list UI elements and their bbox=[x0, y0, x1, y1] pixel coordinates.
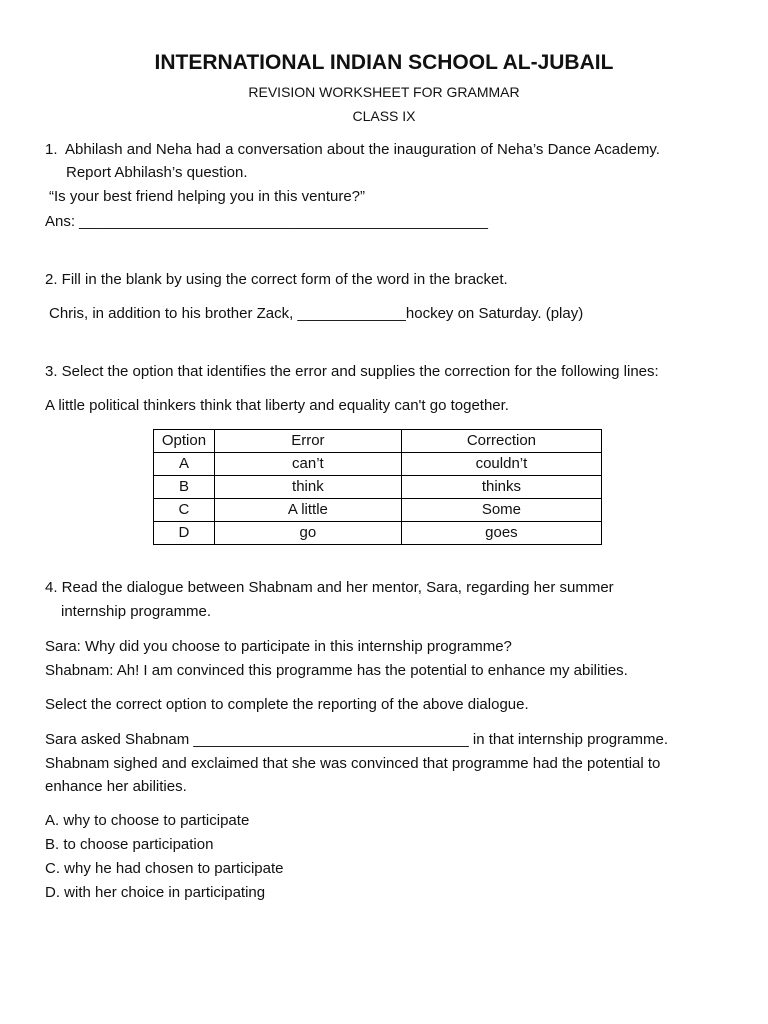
q4-line1: 4. Read the dialogue between Shabnam and her mentor, Sara, regarding her summer bbox=[45, 579, 614, 596]
table-cell: C bbox=[154, 499, 215, 522]
q4-option-c: C. why he had chosen to participate bbox=[45, 860, 284, 877]
table-header-cell: Error bbox=[214, 430, 401, 453]
q1-answer-line: Ans: _________________________________________________ bbox=[45, 213, 488, 230]
q2-prompt: 2. Fill in the blank by using the correct form of the word in the bracket. bbox=[45, 271, 508, 288]
q3-sentence: A little political thinkers think that liberty and equality can't go together. bbox=[45, 397, 509, 414]
table-cell: D bbox=[154, 522, 215, 545]
q4-report-line1: Sara asked Shabnam _________________________________ in that internship programme. bbox=[45, 731, 668, 748]
table-row bbox=[154, 453, 602, 476]
options-table bbox=[153, 429, 602, 545]
table-cell: can’t bbox=[214, 453, 401, 476]
table-row bbox=[154, 476, 602, 499]
table-row bbox=[154, 522, 602, 545]
q3-prompt: 3. Select the option that identifies the error and supplies the correction for the following lines: bbox=[45, 363, 659, 380]
table-header-row bbox=[154, 430, 602, 453]
q4-report-line3: enhance her abilities. bbox=[45, 778, 187, 795]
q2-sentence: Chris, in addition to his brother Zack, _____________hockey on Saturday. (play) bbox=[49, 305, 584, 322]
table-cell: couldn’t bbox=[401, 453, 601, 476]
q4-option-d: D. with her choice in participating bbox=[45, 884, 266, 901]
table-cell: B bbox=[154, 476, 215, 499]
table-cell: A little bbox=[214, 499, 401, 522]
q1-quote: “Is your best friend helping you in this venture?” bbox=[49, 188, 366, 205]
table-cell: go bbox=[214, 522, 401, 545]
table-header-cell: Correction bbox=[401, 430, 601, 453]
q4-option-a: A. why to choose to participate bbox=[45, 812, 250, 829]
q4-option-b: B. to choose participation bbox=[45, 836, 214, 853]
q4-shabnam-line: Shabnam: Ah! I am convinced this programme has the potential to enhance my abilities. bbox=[45, 662, 628, 679]
table-cell: thinks bbox=[401, 476, 601, 499]
class-label: CLASS IX bbox=[352, 108, 416, 124]
table-row bbox=[154, 499, 602, 522]
school-title: INTERNATIONAL INDIAN SCHOOL AL-JUBAIL bbox=[154, 51, 614, 74]
q4-report-line2: Shabnam sighed and exclaimed that she was convinced that programme had the potential to bbox=[45, 755, 661, 772]
q4-instruction: Select the correct option to complete the reporting of the above dialogue. bbox=[45, 696, 529, 713]
q1-line1: 1. Abhilash and Neha had a conversation about the inauguration of Neha’s Dance Academy. bbox=[45, 141, 660, 158]
table-header-cell: Option bbox=[154, 430, 215, 453]
table-cell: goes bbox=[401, 522, 601, 545]
table-cell: A bbox=[154, 453, 215, 476]
table-cell: think bbox=[214, 476, 401, 499]
worksheet-title: REVISION WORKSHEET FOR GRAMMAR bbox=[248, 84, 520, 100]
q4-sara-line: Sara: Why did you choose to participate in this internship programme? bbox=[45, 638, 512, 655]
q1-line2: Report Abhilash’s question. bbox=[66, 164, 248, 181]
q4-line2: internship programme. bbox=[61, 603, 212, 620]
table-cell: Some bbox=[401, 499, 601, 522]
